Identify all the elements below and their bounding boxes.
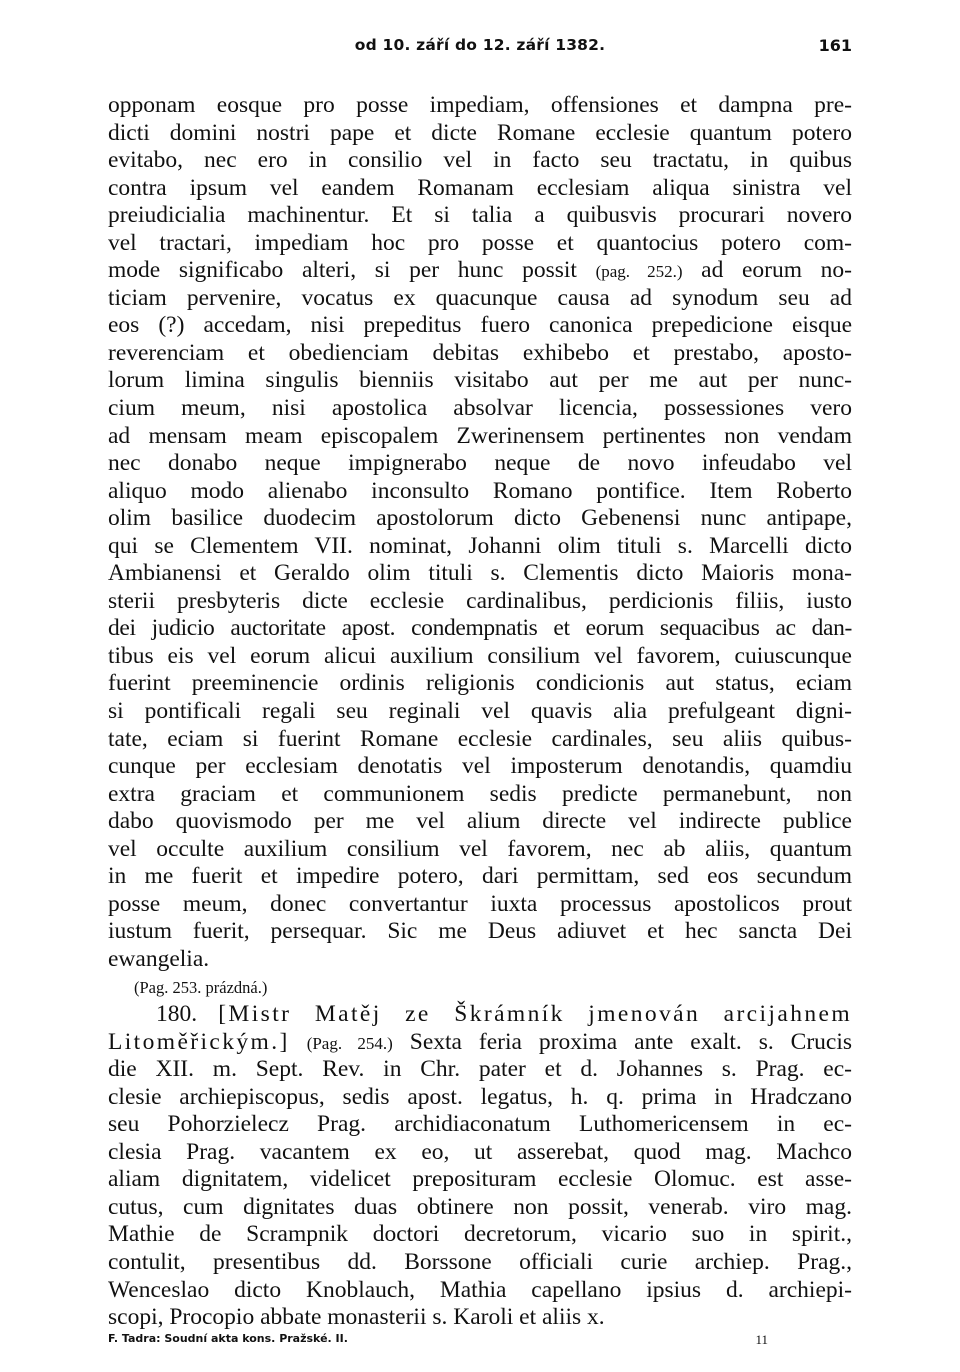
page-reference: (pag. 252.) [595, 262, 683, 282]
text-line: eos (?) accedam, nisi prepeditus fuero canonica prepedicione eisque [108, 312, 852, 339]
page-text [108, 92, 852, 1332]
text-line: aliquo modo alienabo inconsulto Romano pontifice. Item Roberto [108, 477, 852, 504]
text-line: sterii presbyteris dicte ecclesie cardinalibus, perdicionis filiis, iusto [108, 587, 852, 614]
text-line: tibus eis vel eorum alicui auxilium consilium vel favorem, cuiuscunque [108, 642, 852, 669]
text-line: fuerint preeminencie ordinis religionis condicionis aut status, eciam [108, 670, 852, 697]
text-line: ewangelia. [108, 945, 210, 972]
text-line: dicti domini nostri pape et dicte Romane ecclesie quantum potero [108, 119, 852, 146]
text-line: ad mensam meam episcopalem Zwerinensem pertinentes non vendam [108, 422, 852, 449]
running-title: od 10. září do 12. září 1382. [354, 36, 606, 54]
signature-mark: 11 [755, 1332, 768, 1347]
entry-number: 180. [156, 1001, 198, 1028]
text-line [108, 257, 852, 285]
text-line: ticiam pervenire, vocatus ex quacunque causa ad synodum seu ad [108, 284, 852, 311]
text-line: scopi, Procopio abbate monasterii s. Karoli et aliis x. [108, 1304, 605, 1331]
text-line: iustum fuerit, persequar. Sic me Deus adiuvet et hec sancta Dei [108, 918, 852, 945]
text-line: seu Pohorzielecz Prag. archidiaconatum Luthomericensem in ec- [108, 1111, 852, 1138]
text-line: tate, eciam si fuerint Romane ecclesie cardinales, seu aliis quibus- [108, 725, 852, 752]
line-text: mode significabo alteri, si per hunc possit [108, 257, 577, 284]
text-line: aliam dignitatem, videlicet preposituram ecclesie Olomuc. est asse- [108, 1166, 852, 1193]
text-line: contulit, presentibus dd. Borssone officiali curie archiep. Prag., [108, 1248, 852, 1275]
entry-heading-text: Litoměřickým.] [108, 1028, 290, 1055]
page-number: 161 [818, 36, 852, 55]
text-line: dabo quovismodo per me vel alium directe vel indirecte publice [108, 808, 852, 835]
text-line: vel occulte auxilium consilium vel favorem, nec ab aliis, quantum [108, 835, 852, 862]
text-line: reverenciam et obedienciam debitas exhibebo et prestabo, aposto- [108, 339, 852, 366]
text-line: Ambianensi et Geraldo olim tituli s. Clementis dicto Maioris mona- [108, 560, 852, 587]
text-line: vel tractari, impediam hoc pro posse et quantocius potero com- [108, 229, 852, 256]
line-text: ad eorum no- [701, 257, 852, 284]
text-line: Wenceslao dicto Knoblauch, Mathia capellano ipsius d. archiepi- [108, 1276, 852, 1303]
text-line: evitabo, nec ero in consilio vel in facto seu tractatu, in quibus [108, 147, 852, 174]
entry-heading-text: [Mistr Matěj ze Škrámník jmenován arcijahnem [218, 1001, 853, 1028]
text-line: in me fuerit et impedire potero, dari permittam, sed eos secundum [108, 863, 852, 890]
text-line: cutus, cum dignitates duas obtinere non possit, venerab. viro mag. [108, 1193, 852, 1220]
text-line: extra graciam et communionem sedis predicte permanebunt, non [108, 780, 852, 807]
text-line: cium meum, nisi apostolica absolvar licencia, possessiones vero [108, 395, 852, 422]
empty-page-note: (Pag. 253. prázdná.) [134, 977, 268, 997]
line-text: Sexta feria proxima ante exalt. s. Crucis [409, 1028, 853, 1055]
publication-line: F. Tadra: Soudní akta kons. Pražské. II. [108, 1332, 348, 1345]
text-line: dei judicio auctoritate apost. condempnatis et eorum sequacibus ac dan- [108, 615, 852, 642]
text-line: lorum limina singulis bienniis visitabo aut per me aut per nunc- [108, 367, 852, 394]
text-line: olim basilice duodecim apostolorum dicto Gebenensi nunc antipape, [108, 505, 852, 532]
text-line: contra ipsum vel eandem Romanam ecclesiam aliqua sinistra vel [108, 174, 852, 201]
text-line: clesia Prag. vacantem ex eo, ut asserebat, quod mag. Machco [108, 1138, 852, 1165]
text-line: nec donabo neque impignerabo neque de novo infeudabo vel [108, 450, 852, 477]
text-line: posse meum, donec convertantur iuxta processus apostolicos prout [108, 890, 852, 917]
text-line: die XII. m. Sept. Rev. in Chr. pater et d. Johannes s. Prag. ec- [108, 1056, 852, 1083]
text-line: cunque per ecclesiam denotatis vel imposterum denotandis, quamdiu [108, 753, 852, 780]
text-line: opponam eosque pro posse impediam, offensiones et dampna pre- [108, 92, 852, 118]
text-line: Mathie de Scrampnik doctori decretorum, vicario suo in spirit., [108, 1221, 852, 1248]
text-line: qui se Clementem VII. nominat, Johanni olim tituli s. Marcelli dicto [108, 532, 852, 559]
entry-heading [108, 1001, 852, 1029]
page-footer [108, 1332, 852, 1352]
text-line: preiudicialia machinentur. Et si talia a quibusvis procurari novero [108, 202, 852, 229]
text-line: si pontificali regali seu reginali vel quavis alia prefulgeant digni- [108, 698, 852, 725]
text-line: clesie archiepiscopus, sedis apost. legatus, h. q. prima in Hradczano [108, 1083, 852, 1110]
text-line [108, 1029, 852, 1057]
running-header [108, 36, 852, 66]
page-reference: (Pag. 254.) [306, 1033, 393, 1053]
